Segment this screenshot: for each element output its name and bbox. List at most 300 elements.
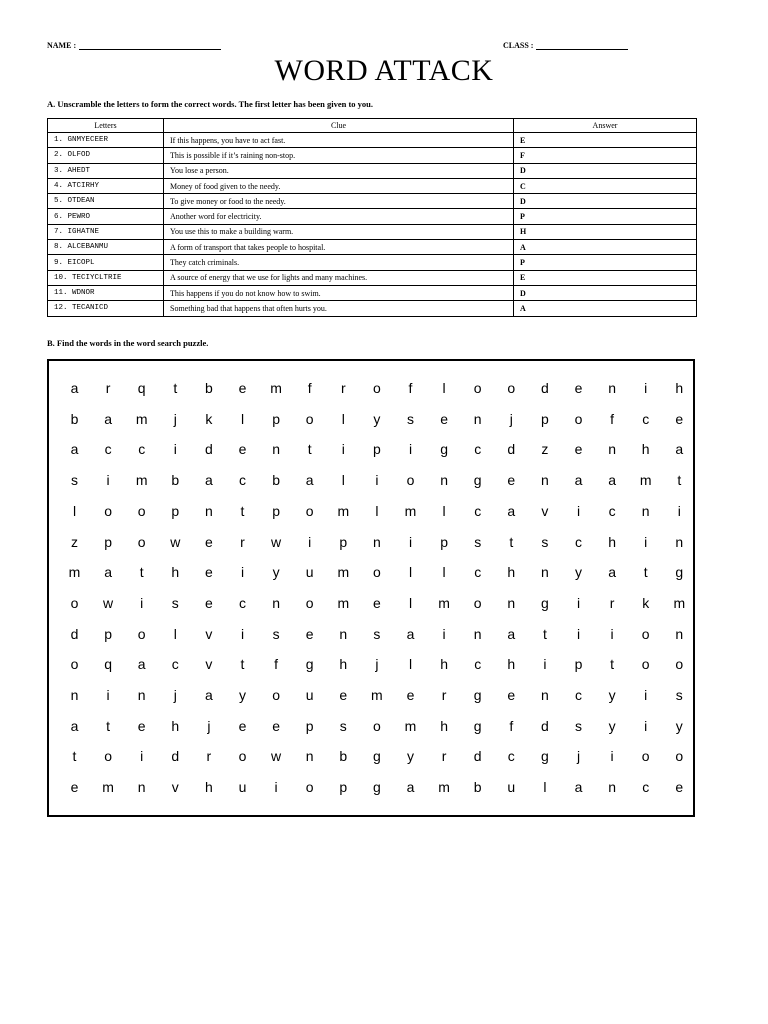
grid-letter[interactable]: c	[608, 502, 616, 519]
grid-letter[interactable]: n	[272, 441, 280, 458]
grid-letter[interactable]: m	[371, 687, 383, 703]
scrambled-letters: 1. GNMYECEER	[48, 133, 164, 148]
grid-letter[interactable]: n	[440, 472, 448, 489]
answer-cell[interactable]: A	[514, 301, 697, 316]
grid-letter[interactable]: i	[644, 687, 648, 703]
grid-letter[interactable]: o	[305, 410, 314, 427]
grid-letter[interactable]: t	[307, 441, 312, 458]
grid-letter[interactable]: n	[507, 594, 516, 611]
grid-letter[interactable]: c	[474, 441, 482, 458]
grid-letter[interactable]: i	[576, 625, 581, 642]
grid-letter[interactable]: t	[542, 625, 547, 642]
grid-letter[interactable]: w	[271, 748, 282, 765]
grid-letter[interactable]: i	[341, 441, 345, 458]
grid-letter[interactable]: c	[239, 594, 246, 611]
grid-letter[interactable]: e	[204, 564, 213, 581]
grid-letter[interactable]: e	[238, 717, 247, 734]
grid-letter[interactable]: i	[240, 625, 245, 642]
name-label: NAME :	[47, 41, 77, 50]
grid-letter[interactable]: b	[204, 380, 213, 396]
grid-letter[interactable]: d	[507, 441, 516, 458]
clue-text: They catch criminals.	[164, 255, 514, 270]
grid-letter[interactable]: i	[610, 748, 614, 765]
table-row	[48, 285, 697, 300]
grid-letter[interactable]: e	[675, 779, 684, 796]
grid-letter[interactable]: s	[541, 533, 549, 550]
grid-letter[interactable]: k	[205, 410, 213, 427]
grid-letter[interactable]: a	[608, 564, 616, 581]
grid-letter[interactable]: i	[644, 533, 648, 550]
grid-letter[interactable]: r	[240, 533, 245, 550]
grid-letter[interactable]: b	[70, 410, 79, 427]
grid-letter[interactable]: y	[272, 564, 280, 581]
grid-letter[interactable]: h	[641, 441, 650, 458]
grid-letter[interactable]: n	[608, 441, 616, 458]
grid-letter[interactable]: l	[72, 502, 77, 519]
grid-letter[interactable]: e	[574, 380, 583, 396]
grid-letter[interactable]: g	[473, 687, 482, 703]
grid-letter[interactable]: b	[171, 472, 180, 489]
grid-letter[interactable]: o	[70, 594, 79, 611]
grid-letter[interactable]: o	[641, 656, 650, 673]
grid-letter[interactable]: i	[173, 441, 177, 458]
grid-letter[interactable]: v	[171, 779, 179, 796]
grid-letter[interactable]: r	[340, 380, 346, 396]
grid-letter[interactable]: i	[106, 472, 110, 489]
grid-letter[interactable]: o	[372, 380, 381, 396]
grid-letter[interactable]: o	[372, 564, 381, 581]
grid-letter[interactable]: e	[675, 410, 684, 427]
grid-letter[interactable]: a	[137, 656, 146, 673]
grid-letter[interactable]: l	[408, 564, 413, 581]
grid-letter[interactable]: a	[104, 564, 112, 581]
grid-letter[interactable]: l	[543, 779, 547, 796]
grid-letter[interactable]: q	[137, 380, 146, 396]
grid-letter[interactable]: p	[272, 502, 280, 519]
grid-letter[interactable]: t	[139, 564, 144, 581]
answer-cell[interactable]: C	[514, 178, 697, 193]
grid-letter[interactable]: p	[574, 656, 583, 673]
grid-letter[interactable]: n	[675, 533, 684, 550]
grid-letter[interactable]: g	[440, 441, 448, 458]
grid-letter[interactable]: g	[372, 748, 381, 765]
grid-letter[interactable]: g	[372, 779, 381, 796]
grid-letter[interactable]: j	[576, 748, 581, 765]
grid-letter[interactable]: y	[407, 748, 414, 765]
grid-letter[interactable]: i	[576, 502, 581, 519]
grid-letter[interactable]: g	[540, 748, 549, 765]
grid-letter[interactable]: l	[375, 502, 379, 519]
grid-letter[interactable]: a	[507, 502, 516, 519]
name-blank[interactable]	[79, 41, 221, 50]
grid-letter[interactable]: i	[375, 472, 379, 489]
grid-letter[interactable]: e	[339, 687, 348, 703]
grid-letter[interactable]: a	[406, 625, 415, 642]
grid-letter[interactable]: s	[575, 717, 582, 734]
scrambled-letters: 5. OTDEAN	[48, 194, 164, 209]
grid-letter[interactable]: o	[305, 779, 314, 796]
grid-letter[interactable]: e	[406, 687, 415, 703]
grid-letter[interactable]: m	[639, 472, 652, 489]
answer-cell[interactable]: A	[514, 240, 697, 255]
grid-letter[interactable]: s	[474, 533, 482, 550]
class-blank[interactable]	[536, 41, 628, 50]
grid-letter[interactable]: n	[372, 533, 381, 550]
grid-letter[interactable]: o	[406, 472, 415, 489]
grid-letter[interactable]: a	[70, 441, 79, 458]
grid-letter[interactable]: w	[170, 533, 181, 550]
grid-letter[interactable]: d	[70, 625, 79, 642]
grid-letter[interactable]: t	[643, 564, 648, 581]
grid-letter[interactable]: m	[135, 472, 148, 489]
scrambled-letters: 2. OLFOD	[48, 148, 164, 163]
grid-letter[interactable]: i	[576, 594, 581, 611]
grid-letter[interactable]: m	[337, 502, 350, 519]
grid-letter[interactable]: r	[105, 380, 111, 396]
grid-letter[interactable]: a	[204, 472, 213, 489]
grid-letter[interactable]: c	[642, 779, 650, 796]
grid-letter[interactable]: n	[70, 687, 79, 703]
grid-letter[interactable]: m	[102, 779, 114, 796]
grid-letter[interactable]: e	[507, 687, 516, 703]
grid-letter[interactable]: a	[675, 441, 684, 458]
grid-letter[interactable]: n	[540, 472, 549, 489]
grid-letter[interactable]: c	[642, 410, 650, 427]
grid-letter[interactable]: w	[271, 533, 282, 550]
grid-letter[interactable]: h	[675, 380, 684, 396]
grid-letter[interactable]: u	[507, 779, 516, 796]
grid-letter[interactable]: j	[173, 687, 177, 703]
grid-letter[interactable]: l	[442, 564, 446, 581]
grid-letter[interactable]: n	[675, 625, 684, 642]
grid-letter[interactable]: f	[610, 410, 615, 427]
grid-letter[interactable]: p	[372, 441, 381, 458]
scrambled-letters: 7. IGHATNE	[48, 224, 164, 239]
grid-letter[interactable]: a	[204, 687, 213, 703]
grid-letter[interactable]: a	[507, 625, 516, 642]
grid-letter[interactable]: m	[404, 717, 417, 734]
grid-letter[interactable]: f	[408, 380, 413, 396]
answer-cell[interactable]: D	[514, 163, 697, 178]
grid-letter[interactable]: h	[440, 717, 448, 734]
grid-letter[interactable]: m	[438, 779, 450, 796]
grid-letter[interactable]: n	[540, 687, 549, 703]
grid-letter[interactable]: g	[305, 656, 314, 673]
answer-cell[interactable]: E	[514, 270, 697, 285]
grid-letter[interactable]: o	[272, 687, 280, 703]
grid-letter[interactable]: e	[204, 533, 213, 550]
grid-letter[interactable]: p	[272, 410, 280, 427]
scrambled-letters: 4. ATCIRHY	[48, 178, 164, 193]
grid-letter[interactable]: a	[305, 472, 314, 489]
grid-letter[interactable]: n	[137, 687, 146, 703]
grid-letter[interactable]: o	[372, 717, 381, 734]
grid-letter[interactable]: c	[171, 656, 179, 673]
grid-letter[interactable]: p	[305, 717, 314, 734]
grid-letter[interactable]: s	[339, 717, 347, 734]
grid-letter[interactable]: f	[307, 380, 312, 396]
grid-letter[interactable]: j	[207, 717, 211, 734]
grid-letter[interactable]: p	[104, 625, 112, 642]
answer-cell[interactable]: P	[514, 255, 697, 270]
grid-letter[interactable]: m	[135, 410, 148, 427]
grid-letter[interactable]: m	[673, 594, 686, 611]
grid-letter[interactable]: r	[441, 748, 447, 765]
grid-letter[interactable]: m	[404, 502, 417, 519]
grid-letter[interactable]: i	[677, 502, 681, 519]
grid-letter[interactable]: d	[204, 441, 213, 458]
grid-letter[interactable]: o	[641, 748, 650, 765]
grid-letter[interactable]: o	[70, 656, 79, 673]
grid-letter[interactable]: l	[442, 502, 446, 519]
grid-letter[interactable]: h	[440, 656, 448, 673]
answer-cell[interactable]: H	[514, 224, 697, 239]
grid-letter[interactable]: i	[240, 564, 245, 581]
grid-letter[interactable]: i	[408, 533, 413, 550]
grid-letter[interactable]: o	[574, 410, 583, 427]
grid-letter[interactable]: i	[644, 717, 648, 734]
grid-letter[interactable]: m	[337, 564, 350, 581]
grid-letter[interactable]: n	[339, 625, 348, 642]
clue-text: A source of energy that we use for lights and many machines.	[164, 270, 514, 285]
grid-letter[interactable]: y	[575, 564, 582, 581]
grid-letter[interactable]: y	[373, 410, 381, 427]
grid-letter[interactable]: b	[473, 779, 482, 796]
grid-letter[interactable]: u	[238, 779, 247, 796]
grid-letter[interactable]: c	[575, 687, 582, 703]
grid-letter[interactable]: t	[240, 656, 245, 673]
grid-letter[interactable]: a	[70, 380, 79, 396]
grid-letter[interactable]: o	[675, 748, 684, 765]
grid-letter[interactable]: o	[305, 594, 314, 611]
grid-letter[interactable]: c	[138, 441, 146, 458]
grid-letter[interactable]: v	[205, 656, 213, 673]
grid-letter[interactable]: g	[473, 472, 482, 489]
grid-letter[interactable]: u	[305, 564, 314, 581]
grid-letter[interactable]: a	[574, 779, 583, 796]
grid-letter[interactable]: s	[272, 625, 280, 642]
grid-letter[interactable]: s	[71, 472, 78, 489]
grid-letter[interactable]: z	[71, 533, 78, 550]
grid-letter[interactable]: p	[339, 533, 348, 550]
grid-letter[interactable]: s	[675, 687, 683, 703]
grid-letter[interactable]: g	[473, 717, 482, 734]
grid-letter[interactable]: a	[574, 472, 583, 489]
grid-letter[interactable]: d	[540, 380, 549, 396]
grid-letter[interactable]: u	[305, 687, 314, 703]
grid-letter[interactable]: g	[540, 594, 549, 611]
answer-cell[interactable]: E	[514, 133, 697, 148]
grid-letter[interactable]: e	[440, 410, 448, 427]
grid-letter[interactable]: i	[140, 748, 144, 765]
grid-letter[interactable]: c	[239, 472, 246, 489]
grid-letter[interactable]: t	[240, 502, 245, 519]
answer-cell[interactable]: D	[514, 194, 697, 209]
grid-letter[interactable]: o	[104, 748, 112, 765]
grid-letter[interactable]: i	[442, 625, 446, 642]
grid-letter[interactable]: b	[339, 748, 348, 765]
grid-letter[interactable]: q	[104, 656, 112, 673]
grid-letter[interactable]: n	[641, 502, 650, 519]
grid-letter[interactable]: e	[238, 380, 247, 396]
grid-letter[interactable]: h	[204, 779, 213, 796]
grid-letter[interactable]: d	[171, 748, 180, 765]
grid-letter[interactable]: c	[474, 656, 482, 673]
grid-letter[interactable]: e	[70, 779, 79, 796]
grid-letter[interactable]: n	[608, 779, 616, 796]
clue-text: Money of food given to the needy.	[164, 178, 514, 193]
grid-letter[interactable]: r	[206, 748, 212, 765]
scrambled-letters: 11. WDNOR	[48, 285, 164, 300]
name-field[interactable]	[47, 41, 221, 50]
class-label: CLASS :	[503, 41, 534, 50]
grid-letter[interactable]: c	[474, 564, 482, 581]
grid-letter[interactable]: n	[608, 380, 616, 396]
grid-letter[interactable]: n	[137, 779, 146, 796]
grid-letter[interactable]: n	[473, 410, 482, 427]
answer-cell[interactable]: P	[514, 209, 697, 224]
clue-text: This is possible if it’s raining non-stop.	[164, 148, 514, 163]
grid-letter[interactable]: t	[509, 533, 514, 550]
grid-letter[interactable]: o	[137, 533, 146, 550]
page-title: WORD ATTACK	[274, 54, 494, 87]
grid-letter[interactable]: n	[272, 594, 280, 611]
grid-letter[interactable]: h	[171, 717, 180, 734]
grid-letter[interactable]: r	[609, 594, 615, 611]
grid-letter[interactable]: f	[274, 656, 279, 673]
grid-letter[interactable]: i	[543, 656, 547, 673]
grid-letter[interactable]: l	[173, 625, 177, 642]
grid-letter[interactable]: f	[509, 717, 514, 734]
grid-letter[interactable]: t	[72, 748, 77, 765]
clue-text: This happens if you do not know how to swim.	[164, 285, 514, 300]
grid-letter[interactable]: o	[473, 594, 482, 611]
grid-letter[interactable]: j	[173, 410, 177, 427]
grid-letter[interactable]: o	[137, 625, 146, 642]
grid-letter[interactable]: p	[540, 410, 549, 427]
grid-letter[interactable]: v	[541, 502, 549, 519]
grid-letter[interactable]: e	[574, 441, 583, 458]
grid-letter[interactable]: s	[407, 410, 414, 427]
grid-letter[interactable]: l	[341, 472, 345, 489]
grid-letter[interactable]: p	[440, 533, 448, 550]
grid-letter[interactable]: h	[171, 564, 180, 581]
grid-letter[interactable]: e	[272, 717, 280, 734]
section-a-instruction: A. Unscramble the letters to form the correct words. The first letter has been given to you.	[47, 99, 373, 109]
grid-letter[interactable]: d	[540, 717, 549, 734]
grid-letter[interactable]: y	[239, 687, 246, 703]
grid-letter[interactable]: h	[339, 656, 348, 673]
answer-cell[interactable]: F	[514, 148, 697, 163]
grid-letter[interactable]: m	[270, 380, 282, 396]
grid-letter[interactable]: t	[173, 380, 178, 396]
grid-letter[interactable]: a	[70, 717, 79, 734]
grid-letter[interactable]: c	[575, 533, 582, 550]
grid-letter[interactable]: y	[608, 717, 616, 734]
grid-letter[interactable]: o	[137, 502, 146, 519]
grid-letter[interactable]: i	[106, 687, 110, 703]
section-b-instruction: B. Find the words in the word search puzzle.	[47, 338, 209, 348]
answer-cell[interactable]: D	[514, 285, 697, 300]
grid-letter[interactable]: y	[608, 687, 616, 703]
class-field[interactable]	[503, 41, 628, 50]
grid-letter[interactable]: i	[644, 380, 648, 396]
grid-letter[interactable]: s	[171, 594, 179, 611]
grid-letter[interactable]: l	[240, 410, 245, 427]
grid-letter[interactable]: n	[540, 564, 549, 581]
grid-letter[interactable]: o	[507, 380, 516, 396]
grid-letter[interactable]: c	[104, 441, 112, 458]
grid-letter[interactable]: l	[408, 656, 413, 673]
grid-letter[interactable]: v	[205, 625, 213, 642]
grid-letter[interactable]: p	[339, 779, 348, 796]
grid-letter[interactable]: n	[305, 748, 314, 765]
grid-letter[interactable]: a	[104, 410, 112, 427]
grid-letter[interactable]: t	[610, 656, 615, 673]
grid-letter[interactable]: y	[675, 717, 683, 734]
grid-letter[interactable]: i	[308, 533, 312, 550]
grid-letter[interactable]: m	[337, 594, 350, 611]
grid-letter[interactable]: o	[238, 748, 247, 765]
grid-letter[interactable]: j	[375, 656, 379, 673]
grid-letter[interactable]: j	[509, 410, 513, 427]
grid-letter[interactable]: t	[106, 717, 111, 734]
grid-letter[interactable]: l	[442, 380, 446, 396]
grid-letter[interactable]: w	[103, 594, 114, 611]
grid-letter[interactable]: r	[441, 687, 447, 703]
grid-letter[interactable]: c	[507, 748, 515, 765]
grid-letter[interactable]: o	[305, 502, 314, 519]
grid-letter[interactable]: a	[608, 472, 616, 489]
grid-letter[interactable]: l	[341, 410, 345, 427]
grid-letter[interactable]: d	[473, 748, 482, 765]
grid-letter[interactable]: p	[104, 533, 112, 550]
grid-letter[interactable]: i	[140, 594, 144, 611]
grid-letter[interactable]: o	[104, 502, 112, 519]
grid-letter[interactable]: m	[438, 594, 450, 611]
grid-letter[interactable]: g	[675, 564, 684, 581]
grid-letter[interactable]: c	[474, 502, 482, 519]
grid-letter[interactable]: h	[507, 656, 516, 673]
grid-letter[interactable]: i	[408, 441, 413, 458]
scrambled-letters: 12. TECANICD	[48, 301, 164, 316]
grid-letter[interactable]: m	[68, 564, 81, 581]
grid-letter[interactable]: h	[507, 564, 516, 581]
grid-letter[interactable]: z	[541, 441, 549, 458]
grid-letter[interactable]: e	[305, 625, 314, 642]
grid-letter[interactable]: t	[677, 472, 682, 489]
grid-letter[interactable]: e	[372, 594, 381, 611]
grid-letter[interactable]: e	[137, 717, 146, 734]
grid-letter[interactable]: i	[274, 779, 278, 796]
grid-letter[interactable]: n	[204, 502, 213, 519]
grid-letter[interactable]: k	[642, 594, 650, 611]
grid-letter[interactable]: b	[272, 472, 280, 489]
grid-letter[interactable]: h	[608, 533, 616, 550]
grid-letter[interactable]: p	[171, 502, 180, 519]
grid-letter[interactable]: n	[473, 625, 482, 642]
grid-letter[interactable]: a	[406, 779, 415, 796]
grid-letter[interactable]: o	[675, 656, 684, 673]
grid-letter[interactable]: o	[641, 625, 650, 642]
grid-letter[interactable]: s	[373, 625, 381, 642]
grid-letter[interactable]: l	[408, 594, 413, 611]
grid-letter[interactable]: e	[238, 441, 247, 458]
grid-letter[interactable]: e	[507, 472, 516, 489]
grid-letter[interactable]: i	[610, 625, 614, 642]
grid-letter[interactable]: e	[204, 594, 213, 611]
grid-letter[interactable]: o	[473, 380, 482, 396]
